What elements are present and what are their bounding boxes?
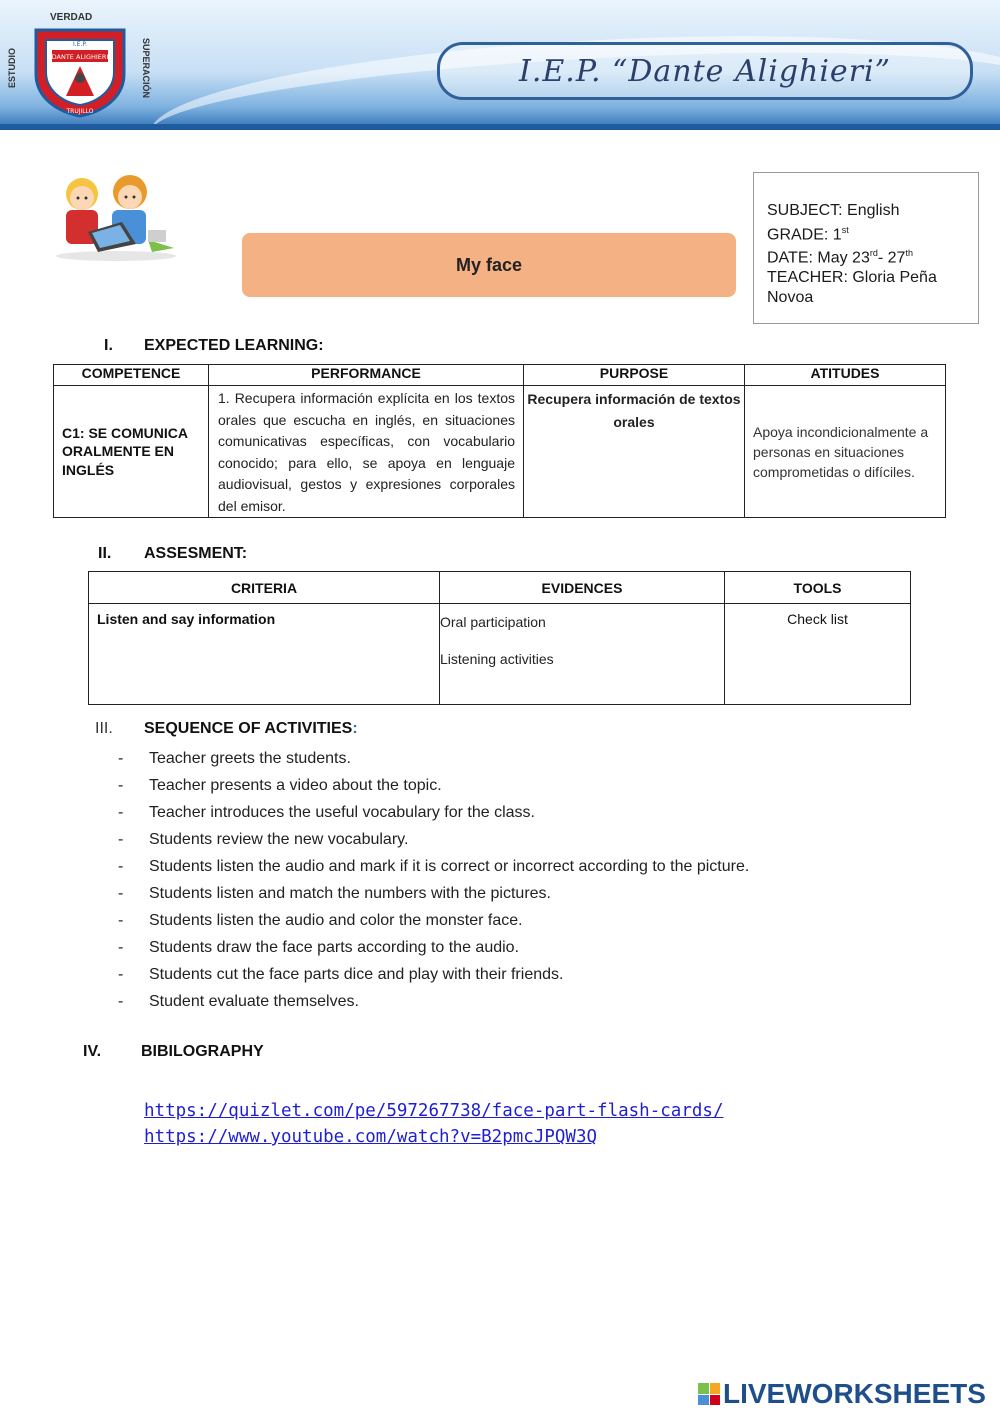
criteria-cell: Listen and say information (89, 604, 440, 705)
section-3-number: III. (95, 720, 113, 737)
banner-line (0, 124, 1000, 130)
date-text-mid: - 27 (877, 249, 906, 267)
list-bullet: - (118, 885, 124, 902)
section-3-title: SEQUENCE OF ACTIVITIES (144, 720, 353, 737)
list-bullet: - (118, 777, 124, 794)
list-bullet: - (118, 993, 124, 1010)
date-text-start: DATE: May 23 (767, 249, 870, 267)
school-name: I.E.P. “Dante Alighieri” (519, 53, 891, 89)
list-item (118, 880, 749, 907)
section-4-heading (83, 1043, 264, 1061)
section-4-title: BIBILOGRAPHY (141, 1043, 264, 1060)
liveworksheets-wordmark: LIVEWORKSHEETS (723, 1378, 986, 1409)
bibliography-link-quizlet[interactable]: https://quizlet.com/pe/597267738/face-part-flash-cards/ (144, 1101, 724, 1121)
crest-inner-top: I.E.P. (73, 41, 87, 48)
activity-text: Students listen the audio and mark if it is correct or incorrect according to the picture. (149, 858, 750, 875)
header-banner (0, 0, 1000, 130)
column-header: EVIDENCES (440, 572, 725, 604)
section-4-number: IV. (83, 1043, 102, 1060)
column-header: PURPOSE (524, 365, 745, 386)
bibliography-links (144, 1098, 723, 1150)
activity-text: Students cut the face parts dice and play with their friends. (149, 966, 564, 983)
page-title: My face (455, 254, 523, 275)
subject-line: SUBJECT: English (767, 202, 900, 219)
school-crest (7, 8, 152, 118)
column-header: PERFORMANCE (209, 365, 524, 386)
grade-sup: st (841, 224, 849, 235)
list-bullet: - (118, 912, 124, 929)
teacher-line: TEACHER: Gloria Peña Novoa (767, 269, 937, 306)
list-item (118, 961, 749, 988)
table-header-row (54, 365, 946, 386)
grade-text: GRADE: 1 (767, 225, 842, 243)
section-1-title: EXPECTED LEARNING: (144, 337, 324, 354)
assessment-table (88, 571, 911, 705)
activity-text: Teacher presents a video about the topic. (149, 777, 442, 794)
evidence-item: Oral participation (440, 614, 546, 630)
crest-motto-top: VERDAD (50, 12, 93, 23)
section-3-colon: : (352, 720, 358, 737)
attitudes-cell: Apoya incondicionalmente a personas en situaciones comprometidas o difíciles. (745, 386, 946, 518)
activity-text: Student evaluate themselves. (149, 993, 359, 1010)
crest-motto-right: SUPERACIÓN (141, 37, 152, 99)
school-name-box (437, 42, 973, 100)
evidences-cell (440, 604, 725, 705)
liveworksheets-logo-icon (698, 1383, 720, 1405)
section-3-heading (95, 720, 358, 738)
section-2-heading (98, 545, 247, 563)
kids-laptop-illustration (52, 170, 180, 262)
list-bullet: - (118, 750, 124, 767)
shield-icon (32, 26, 128, 118)
list-item (118, 907, 749, 934)
class-info-box (753, 172, 979, 324)
activity-text: Students review the new vocabulary. (149, 831, 409, 848)
purpose-cell: Recupera información de textos orales (524, 386, 745, 518)
activity-text: Students draw the face parts according to the audio. (149, 939, 520, 956)
expected-learning-table (53, 364, 946, 518)
performance-cell: 1. Recupera información explícita en los textos orales que escucha en inglés, en situaciones comunicativas específicas, con vocabulario conocido; para ello, se apoya en lenguaje audiovisual, gestos y expresiones corporales del emisor. (209, 386, 524, 518)
list-item (118, 799, 749, 826)
table-row (89, 604, 911, 705)
section-1-heading (104, 337, 324, 355)
column-header: ATITUDES (745, 365, 946, 386)
competence-cell: C1: SE COMUNICA ORALMENTE EN INGLÉS (54, 386, 209, 518)
list-item (118, 853, 749, 880)
column-header: TOOLS (725, 572, 911, 604)
title-box (242, 233, 736, 297)
activities-list (118, 745, 749, 1015)
list-bullet: - (118, 804, 124, 821)
date-sup-1: rd (869, 248, 878, 259)
table-row (54, 386, 946, 518)
list-item (118, 826, 749, 853)
section-1-number: I. (104, 337, 113, 354)
column-header: COMPETENCE (54, 365, 209, 386)
activity-text: Teacher introduces the useful vocabulary for the class. (149, 804, 535, 821)
section-2-number: II. (98, 545, 112, 562)
date-line (767, 244, 966, 268)
evidence-item: Listening activities (440, 651, 554, 667)
activity-text: Students listen the audio and color the monster face. (149, 912, 523, 929)
activity-text: Teacher greets the students. (149, 750, 351, 767)
bibliography-link-youtube[interactable]: https://www.youtube.com/watch?v=B2pmcJPQW3Q (144, 1127, 598, 1147)
date-sup-2: th (905, 248, 913, 259)
list-bullet: - (118, 939, 124, 956)
list-bullet: - (118, 966, 124, 983)
grade-line (767, 221, 966, 245)
list-item (118, 772, 749, 799)
liveworksheets-brand (698, 1378, 986, 1410)
crest-motto-left: ESTUDIO (7, 47, 18, 89)
tools-cell: Check list (725, 604, 911, 705)
activity-text: Students listen and match the numbers with the pictures. (149, 885, 551, 902)
column-header: CRITERIA (89, 572, 440, 604)
list-bullet: - (118, 858, 124, 875)
list-item (118, 988, 749, 1015)
list-item (118, 745, 749, 772)
list-bullet: - (118, 831, 124, 848)
table-header-row (89, 572, 911, 604)
crest-bottom: TRUJILLO (66, 108, 94, 115)
section-2-title: ASSESMENT: (144, 545, 248, 562)
crest-inner-name: DANTE ALIGHIERI (51, 53, 109, 61)
list-item (118, 934, 749, 961)
